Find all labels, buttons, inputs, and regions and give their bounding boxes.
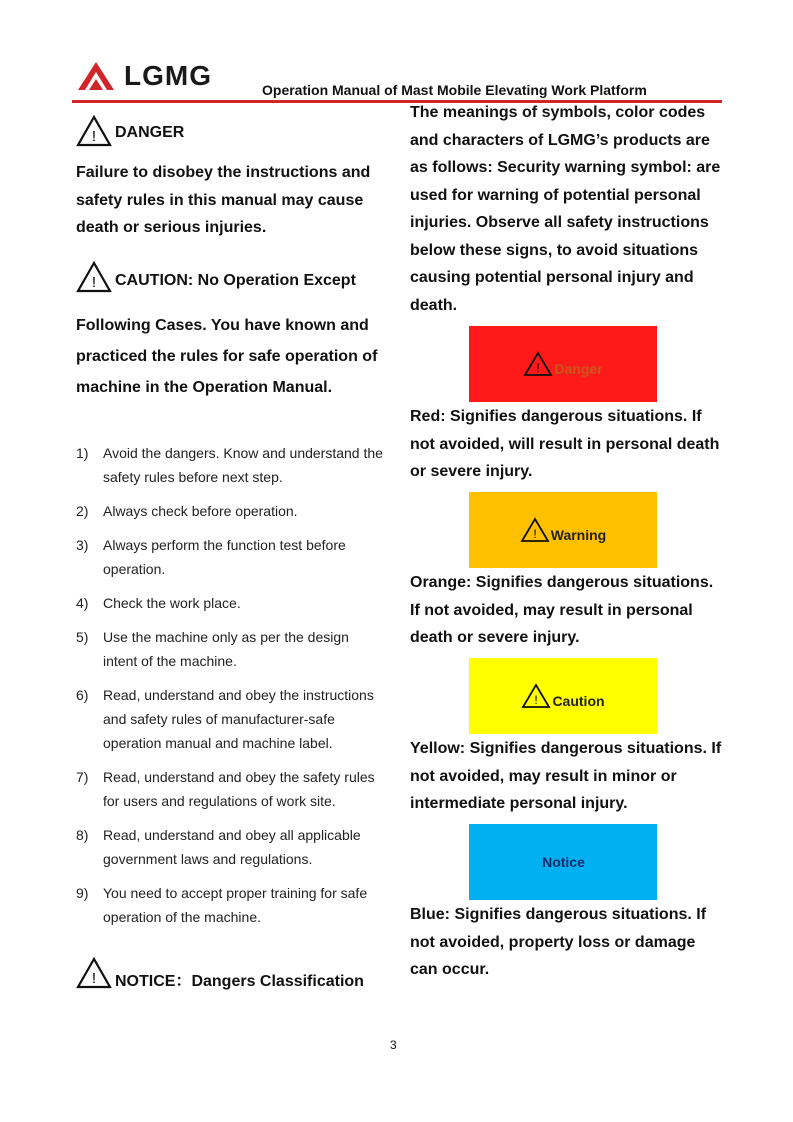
warning-triangle-icon: [520, 517, 550, 543]
svg-text:!: !: [91, 128, 97, 145]
red-description: Red: Signifies dangerous situations. If not avoided, will result in personal death or severe injury.: [410, 408, 720, 480]
rules-list: [76, 441, 386, 939]
orange-description: Orange: Signifies dangerous situations. If not avoided, may result in personal death or severe injury.: [410, 574, 714, 646]
svg-text:!: !: [91, 274, 97, 291]
danger-heading: DANGER: [115, 124, 185, 141]
header-title: Operation Manual of Mast Mobile Elevating Work Platform: [262, 82, 647, 98]
warning-triangle-icon: [521, 683, 551, 709]
notice-heading: NOTICE：Dangers Classification: [115, 973, 364, 990]
list-item: 5) Use the machine only as per the design intent of the machine.: [76, 629, 349, 669]
yellow-description: Yellow: Signifies dangerous situations. If not avoided, may result in minor or intermediate personal injury.: [410, 740, 722, 812]
logo-wordmark: LGMG: [124, 60, 212, 91]
list-item: 3) Always perform the function test before operation.: [76, 537, 346, 577]
caution-sign: [469, 658, 657, 734]
svg-text:!: !: [536, 361, 541, 375]
sign-label: Notice: [542, 854, 585, 870]
svg-text:!: !: [533, 527, 537, 541]
caution-text: Following Cases. You have known and practiced the rules for safe operation of machine in the Operation Manual.: [76, 317, 378, 396]
list-item: 8) Read, understand and obey all applicable government laws and regulations.: [76, 827, 361, 867]
sign-label: Caution: [552, 693, 605, 709]
sign-label: Danger: [554, 361, 603, 377]
danger-sign: [469, 326, 657, 402]
list-item: 6) Read, understand and obey the instructions and safety rules of manufacturer-safe operation manual and machine label.: [76, 687, 374, 751]
warning-triangle-icon: [76, 115, 112, 147]
list-item: 1) Avoid the dangers. Know and understand the safety rules before next step.: [76, 445, 383, 485]
list-item: 4) Check the work place.: [76, 595, 241, 611]
svg-text:!: !: [91, 970, 97, 987]
warning-sign: [469, 492, 657, 568]
warning-triangle-icon: [523, 351, 553, 377]
caution-heading: CAUTION: No Operation Except: [115, 272, 356, 289]
list-item: 7) Read, understand and obey the safety rules for users and regulations of work site.: [76, 769, 375, 809]
svg-text:!: !: [534, 693, 539, 707]
warning-triangle-icon: [76, 957, 112, 989]
list-item: 2) Always check before operation.: [76, 503, 298, 519]
notice-sign: [469, 824, 657, 900]
page-number: 3: [390, 1038, 397, 1052]
list-item: 9) You need to accept proper training for safe operation of the machine.: [76, 885, 368, 925]
blue-description: Blue: Signifies dangerous situations. If not avoided, property loss or damage can occur.: [410, 906, 707, 978]
intro-text: The meanings of symbols, color codes and characters of LGMG’s products are as follows: Security warning symbol: are used for warning of potential personal injuries. Observe all safety instructions below these signs, to avoid situations causing potential personal injury and death.: [410, 104, 721, 314]
sign-label: Warning: [550, 527, 607, 543]
danger-text: Failure to disobey the instructions and safety rules in this manual may cause death or serious injuries.: [76, 164, 371, 236]
warning-triangle-icon: [76, 261, 112, 293]
